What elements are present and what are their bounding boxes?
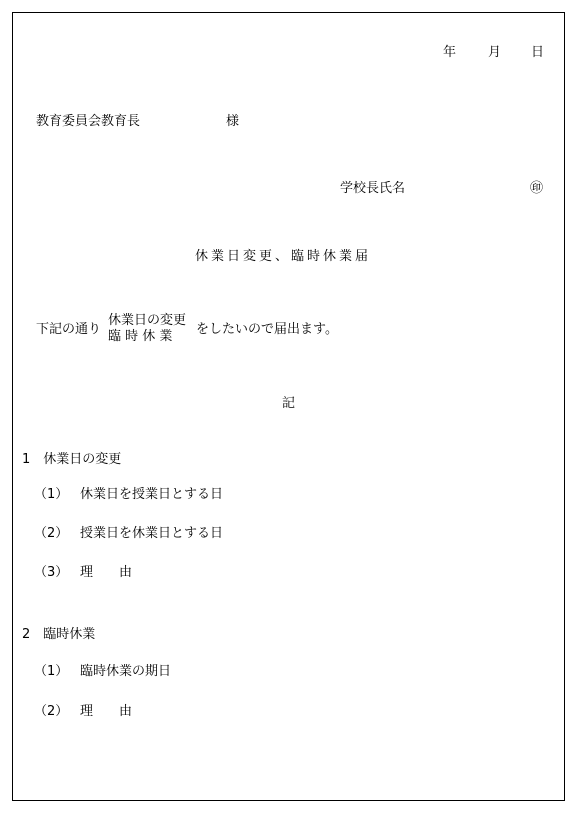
- section2-heading: 2 臨時休業: [22, 627, 96, 642]
- seal-mark: ㊞: [530, 181, 544, 196]
- date-month: 月: [488, 45, 502, 60]
- addressee-name: 教育委員会教育長: [36, 114, 141, 129]
- section1-heading: 1 休業日の変更: [22, 452, 122, 467]
- section1-item-text: 理 由: [80, 565, 133, 580]
- section2-item-num: （1）: [34, 664, 69, 679]
- date-year: 年: [443, 45, 457, 60]
- body-option-change: 休業日の変更: [108, 313, 187, 328]
- section2-item-num: （2）: [34, 704, 69, 719]
- ki-marker: 記: [282, 396, 296, 411]
- body-prefix: 下記の通り: [36, 322, 102, 337]
- section1-item-text: 休業日を授業日とする日: [80, 487, 224, 502]
- section1-item-num: （3）: [34, 565, 69, 580]
- section1-item-num: （2）: [34, 526, 69, 541]
- addressee-honorific: 様: [226, 114, 240, 129]
- section2-item-text: 理 由: [80, 704, 133, 719]
- body-suffix: をしたいので届出ます。: [196, 322, 338, 337]
- section1-item-num: （1）: [34, 487, 69, 502]
- body-option-temporary: 臨 時 休 業: [108, 329, 173, 344]
- document-title: 休業日変更、臨時休業届: [195, 249, 372, 264]
- principal-name-label: 学校長氏名: [340, 181, 406, 196]
- date-day: 日: [531, 45, 545, 60]
- section1-item-text: 授業日を休業日とする日: [80, 526, 224, 541]
- section2-item-text: 臨時休業の期日: [80, 664, 172, 679]
